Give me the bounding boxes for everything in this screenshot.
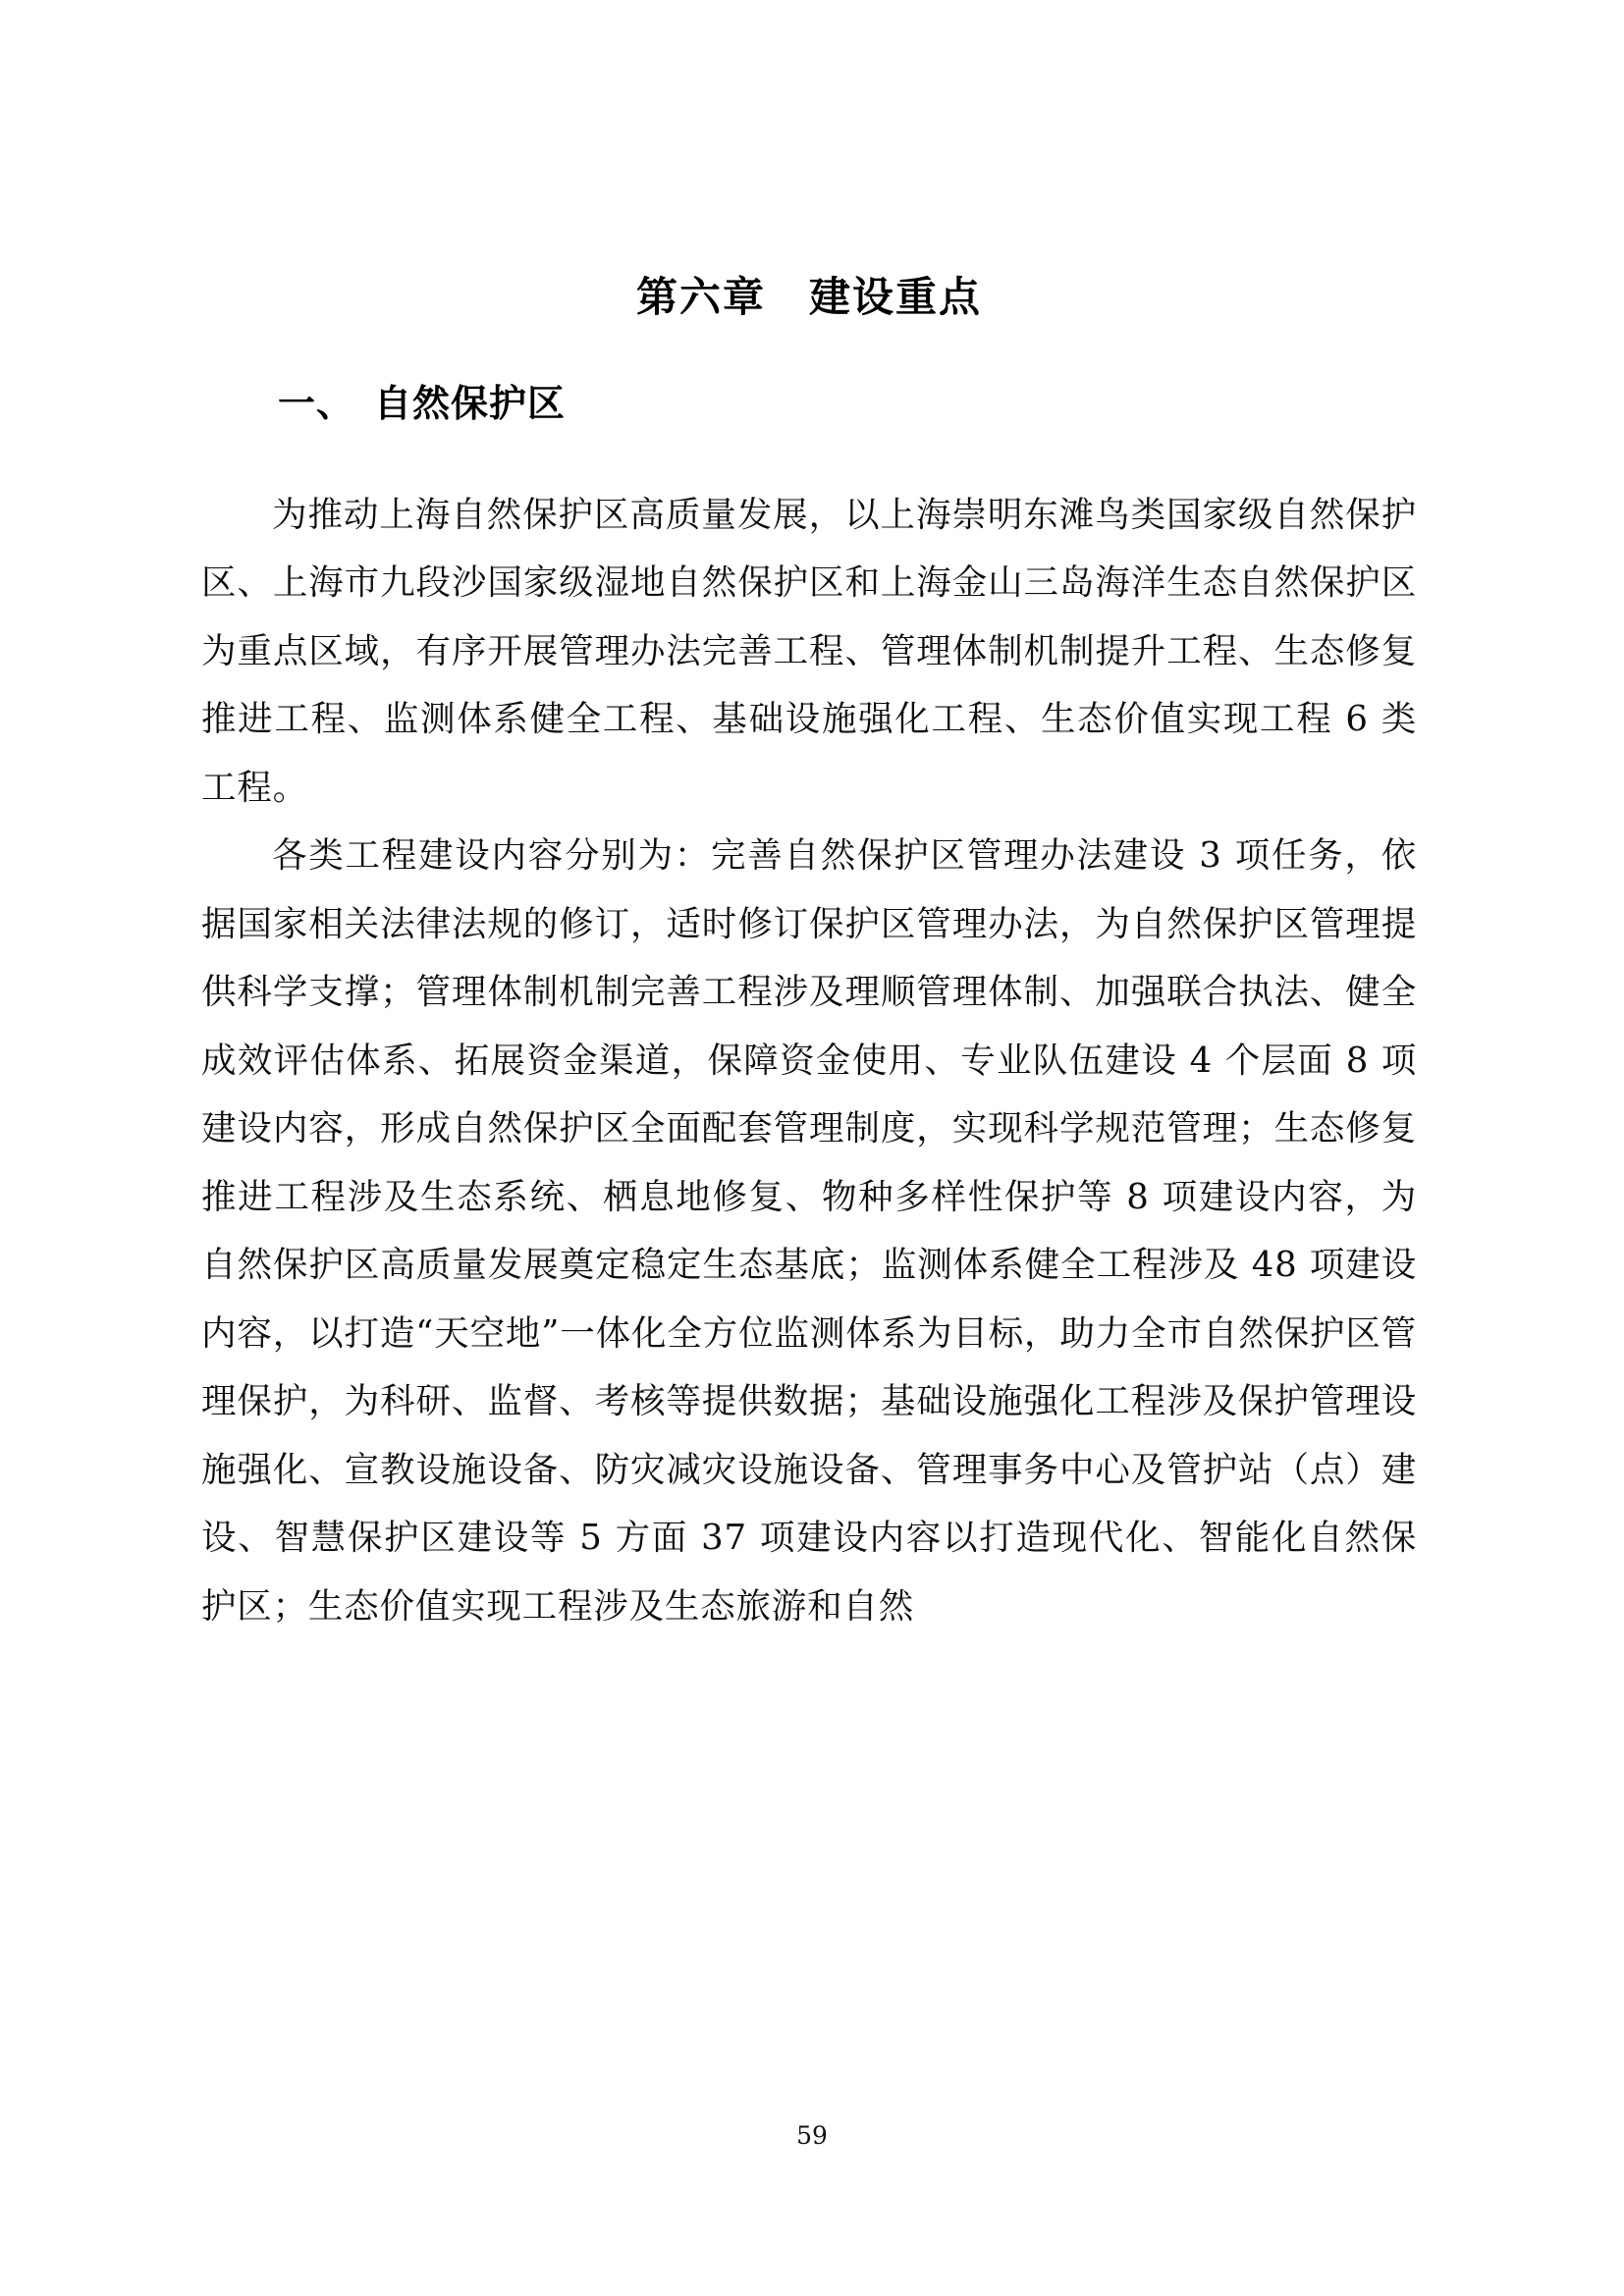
body-paragraph-2: 各类工程建设内容分别为：完善自然保护区管理办法建设 3 项任务，依据国家相关法律法规的修订，适时修订保护区管理办法，为自然保护区管理提供科学支撑；管理体制机制完善工程涉及理顺管理体制、加强联合执法、健全成效评估体系、拓展资金渠道，保障资金使用、专业队伍建设 4 个层面 8 项建设内容，形成自然保护区全面配套管理制度，实现科学规范管理；生态修复推进工程涉及生态系统、栖息地修复、物种多样性保护等 8 项建设内容，为自然保护区高质量发展奠定稳定生态基底；监测体系健全工程涉及 48 项建设内容，以打造“天空地”一体化全方位监测体系为目标，助力全市自然保护区管理保护，为科研、监督、考核等提供数据；基础设施强化工程涉及保护管理设施强化、宣教设施设备、防灾减灾设施设备、管理事务中心及管护站（点）建设、智慧保护区建设等 5 方面 37 项建设内容以打造现代化、智能化自然保护区；生态价值实现工程涉及生态旅游和自然 (201, 835, 1417, 1627)
chapter-title: 第六章 建设重点 (635, 273, 982, 321)
page-content (201, 0, 1417, 1640)
body-paragraph-1: 为推动上海自然保护区高质量发展，以上海崇明东滩鸟类国家级自然保护区、上海市九段沙国家级湿地自然保护区和上海金山三岛海洋生态自然保护区为重点区域，有序开展管理办法完善工程、管理体制机制提升工程、生态修复推进工程、监测体系健全工程、基础设施强化工程、生态价值实现工程 6 类工程。 (201, 494, 1417, 808)
page-number: 59 (796, 2121, 828, 2150)
section-heading-natural-reserve: 一、 自然保护区 (278, 381, 567, 426)
